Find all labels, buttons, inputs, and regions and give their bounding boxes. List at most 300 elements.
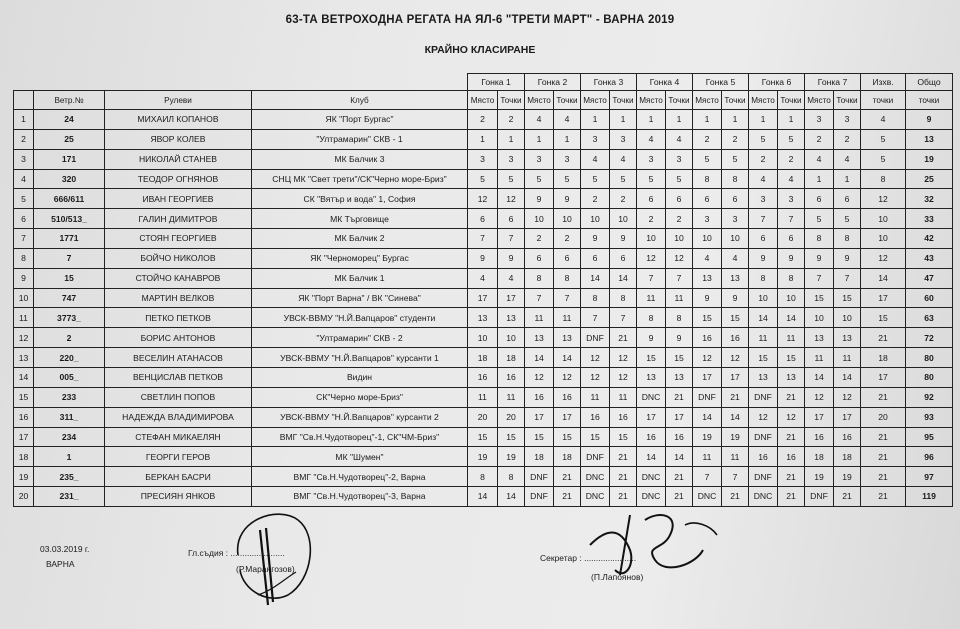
race-place-cell: DNF xyxy=(749,467,778,487)
race-place-cell: 12 xyxy=(525,367,554,387)
race-place-cell: 1 xyxy=(468,129,498,149)
rank-cell: 12 xyxy=(14,328,34,348)
club-cell: ЯК "Порт Бургас" xyxy=(252,110,468,130)
race-place-cell: DNC xyxy=(749,487,778,507)
race-points-cell: 21 xyxy=(554,467,581,487)
rank-cell: 3 xyxy=(14,149,34,169)
race-points-cell: 16 xyxy=(666,427,693,447)
race-points-cell: 16 xyxy=(778,447,805,467)
total-cell: 25 xyxy=(906,169,953,189)
race-3-points-header: Точки xyxy=(610,91,637,110)
helm-cell: ИВАН ГЕОРГИЕВ xyxy=(105,189,252,209)
helm-cell: ПЕТКО ПЕТКОВ xyxy=(105,308,252,328)
race-place-cell: 7 xyxy=(805,268,834,288)
race-points-cell: 15 xyxy=(666,348,693,368)
total-cell: 19 xyxy=(906,149,953,169)
race-points-cell: 2 xyxy=(498,110,525,130)
secretary-name: (П.Лапоянов) xyxy=(591,572,644,582)
discard-cell: 8 xyxy=(861,169,906,189)
race-points-cell: 10 xyxy=(610,209,637,229)
race-points-cell: 3 xyxy=(834,110,861,130)
rank-cell: 18 xyxy=(14,447,34,467)
race-points-cell: 7 xyxy=(498,229,525,249)
discard-cell: 4 xyxy=(861,110,906,130)
race-place-cell: 2 xyxy=(693,129,722,149)
helm-cell: ПРЕСИЯН ЯНКОВ xyxy=(105,487,252,507)
race-points-cell: 17 xyxy=(834,407,861,427)
race-3-header: Гонка 3 xyxy=(581,74,637,91)
discard-cell: 12 xyxy=(861,248,906,268)
race-points-cell: 14 xyxy=(722,407,749,427)
race-points-cell: 13 xyxy=(554,328,581,348)
race-place-cell: 6 xyxy=(805,189,834,209)
race-place-cell: 12 xyxy=(581,348,610,368)
race-points-cell: 5 xyxy=(554,169,581,189)
club-cell: СНЦ МК "Свет трети"/СК"Черно море-Бриз" xyxy=(252,169,468,189)
club-cell: УВСК-ВВМУ "Н.Й.Вапцаров" студенти xyxy=(252,308,468,328)
race-place-cell: 8 xyxy=(525,268,554,288)
discard-cell: 21 xyxy=(861,467,906,487)
race-points-cell: 21 xyxy=(778,467,805,487)
race-place-cell: 10 xyxy=(581,209,610,229)
race-place-cell: 11 xyxy=(525,308,554,328)
race-place-cell: DNC xyxy=(693,487,722,507)
sail-number-cell: 3773_ xyxy=(34,308,105,328)
sail-number-header: Ветр.№ xyxy=(34,91,105,110)
race-place-cell: 11 xyxy=(693,447,722,467)
discard-cell: 21 xyxy=(861,487,906,507)
race-place-cell: 4 xyxy=(581,149,610,169)
sail-number-cell: 220_ xyxy=(34,348,105,368)
race-place-cell: 19 xyxy=(693,427,722,447)
race-place-cell: 9 xyxy=(693,288,722,308)
table-row xyxy=(14,248,953,268)
race-points-cell: 6 xyxy=(610,248,637,268)
race-place-cell: 18 xyxy=(468,348,498,368)
sail-number-cell: 1 xyxy=(34,447,105,467)
race-points-cell: 7 xyxy=(666,268,693,288)
race-points-cell: 21 xyxy=(834,487,861,507)
race-place-cell: 5 xyxy=(581,169,610,189)
race-place-cell: DNF xyxy=(581,328,610,348)
race-place-cell: 2 xyxy=(581,189,610,209)
race-place-cell: 17 xyxy=(693,367,722,387)
race-place-cell: 1 xyxy=(637,110,666,130)
helm-cell: ЯВОР КОЛЕВ xyxy=(105,129,252,149)
table-row xyxy=(14,149,953,169)
race-points-cell: 21 xyxy=(610,467,637,487)
discard-header-bottom: точки xyxy=(861,91,906,110)
table-row xyxy=(14,367,953,387)
race-place-cell: 14 xyxy=(468,487,498,507)
race-points-cell: 4 xyxy=(610,149,637,169)
club-cell: ЯК "Порт Варна" / ВК "Синева" xyxy=(252,288,468,308)
race-points-cell: 5 xyxy=(778,129,805,149)
helm-cell: БОЙЧО НИКОЛОВ xyxy=(105,248,252,268)
race-points-cell: 16 xyxy=(610,407,637,427)
total-cell: 63 xyxy=(906,308,953,328)
race-place-cell: 8 xyxy=(468,467,498,487)
race-place-cell: 4 xyxy=(805,149,834,169)
race-points-cell: 17 xyxy=(498,288,525,308)
race-points-cell: 4 xyxy=(554,110,581,130)
race-place-cell: 7 xyxy=(749,209,778,229)
race-points-cell: 5 xyxy=(722,149,749,169)
race-place-cell: 6 xyxy=(468,209,498,229)
race-points-cell: 21 xyxy=(778,427,805,447)
total-header-bottom: точки xyxy=(906,91,953,110)
helm-cell: ВЕНЦИСЛАВ ПЕТКОВ xyxy=(105,367,252,387)
race-5-points-header: Точки xyxy=(722,91,749,110)
race-points-cell: 14 xyxy=(610,268,637,288)
rank-cell: 6 xyxy=(14,209,34,229)
race-points-cell: 3 xyxy=(666,149,693,169)
sail-number-cell: 25 xyxy=(34,129,105,149)
results-table xyxy=(13,73,953,507)
race-points-cell: 15 xyxy=(554,427,581,447)
race-points-cell: 4 xyxy=(778,169,805,189)
race-points-cell: 5 xyxy=(610,169,637,189)
rank-cell: 11 xyxy=(14,308,34,328)
page-subtitle: КРАЙНО КЛАСИРАНЕ xyxy=(424,44,536,56)
race-points-cell: 10 xyxy=(498,328,525,348)
race-points-cell: 8 xyxy=(722,169,749,189)
race-points-cell: 13 xyxy=(722,268,749,288)
table-row xyxy=(14,268,953,288)
race-points-cell: 21 xyxy=(554,487,581,507)
discard-cell: 21 xyxy=(861,387,906,407)
race-place-cell: 9 xyxy=(581,229,610,249)
helm-cell: БОРИС АНТОНОВ xyxy=(105,328,252,348)
rank-cell: 10 xyxy=(14,288,34,308)
race-place-cell: 4 xyxy=(637,129,666,149)
rank-cell: 15 xyxy=(14,387,34,407)
race-place-cell: 6 xyxy=(637,189,666,209)
helm-cell: СТОЙЧО КАНАВРОВ xyxy=(105,268,252,288)
rank-cell: 4 xyxy=(14,169,34,189)
race-place-cell: 8 xyxy=(749,268,778,288)
race-points-cell: 11 xyxy=(778,328,805,348)
club-cell: "Ултрамарин" СКВ - 2 xyxy=(252,328,468,348)
total-header-top: Общо xyxy=(906,74,953,91)
total-cell: 60 xyxy=(906,288,953,308)
table-row xyxy=(14,169,953,189)
race-points-cell: 1 xyxy=(554,129,581,149)
race-place-cell: 1 xyxy=(693,110,722,130)
discard-cell: 17 xyxy=(861,288,906,308)
total-cell: 43 xyxy=(906,248,953,268)
race-5-header: Гонка 5 xyxy=(693,74,749,91)
sail-number-cell: 311_ xyxy=(34,407,105,427)
race-points-cell: 12 xyxy=(666,248,693,268)
rank-cell: 2 xyxy=(14,129,34,149)
race-place-cell: 3 xyxy=(805,110,834,130)
race-points-cell: 10 xyxy=(778,288,805,308)
club-cell: ВМГ "Св.Н.Чудотворец"-2, Варна xyxy=(252,467,468,487)
sail-number-cell: 24 xyxy=(34,110,105,130)
race-place-cell: 10 xyxy=(693,229,722,249)
race-place-cell: DNF xyxy=(581,447,610,467)
race-points-cell: 7 xyxy=(722,467,749,487)
table-row xyxy=(14,447,953,467)
table-row xyxy=(14,407,953,427)
sail-number-cell: 2 xyxy=(34,328,105,348)
race-points-cell: 13 xyxy=(778,367,805,387)
race-points-cell: 19 xyxy=(722,427,749,447)
race-place-cell: 17 xyxy=(468,288,498,308)
race-points-cell: 10 xyxy=(554,209,581,229)
race-points-cell: 12 xyxy=(554,367,581,387)
race-points-cell: 12 xyxy=(722,348,749,368)
race-place-cell: 15 xyxy=(693,308,722,328)
race-place-cell: DNC xyxy=(637,387,666,407)
race-place-cell: 10 xyxy=(637,229,666,249)
race-place-cell: 15 xyxy=(805,288,834,308)
race-place-cell: 12 xyxy=(637,248,666,268)
race-place-cell: 3 xyxy=(749,189,778,209)
race-points-cell: 20 xyxy=(498,407,525,427)
race-points-cell: 6 xyxy=(778,229,805,249)
race-points-cell: 6 xyxy=(722,189,749,209)
race-points-cell: 1 xyxy=(610,110,637,130)
race-points-cell: 21 xyxy=(610,328,637,348)
sail-number-cell: 1771 xyxy=(34,229,105,249)
race-points-cell: 21 xyxy=(778,387,805,407)
race-points-cell: 1 xyxy=(498,129,525,149)
race-points-cell: 4 xyxy=(722,248,749,268)
race-place-cell: 16 xyxy=(468,367,498,387)
total-cell: 93 xyxy=(906,407,953,427)
discard-cell: 5 xyxy=(861,129,906,149)
race-place-cell: 10 xyxy=(468,328,498,348)
race-place-cell: 3 xyxy=(525,149,554,169)
race-place-cell: 14 xyxy=(805,367,834,387)
race-points-cell: 18 xyxy=(498,348,525,368)
race-place-cell: 9 xyxy=(805,248,834,268)
rank-header xyxy=(14,91,34,110)
total-cell: 9 xyxy=(906,110,953,130)
race-7-place-header: Място xyxy=(805,91,834,110)
race-place-cell: 13 xyxy=(693,268,722,288)
discard-cell: 5 xyxy=(861,149,906,169)
race-place-cell: 13 xyxy=(525,328,554,348)
race-place-cell: 18 xyxy=(805,447,834,467)
race-points-cell: 9 xyxy=(554,189,581,209)
race-points-cell: 21 xyxy=(610,487,637,507)
total-cell: 13 xyxy=(906,129,953,149)
results-body xyxy=(14,110,953,507)
race-place-cell: 5 xyxy=(637,169,666,189)
race-place-cell: 1 xyxy=(805,169,834,189)
race-place-cell: 11 xyxy=(805,348,834,368)
race-place-cell: 17 xyxy=(805,407,834,427)
race-points-cell: 5 xyxy=(498,169,525,189)
race-points-cell: 1 xyxy=(778,110,805,130)
race-place-cell: DNC xyxy=(581,467,610,487)
helm-header: Рулеви xyxy=(105,91,252,110)
race-points-cell: 9 xyxy=(778,248,805,268)
table-row xyxy=(14,328,953,348)
sail-number-cell: 234 xyxy=(34,427,105,447)
race-points-cell: 14 xyxy=(666,447,693,467)
race-1-place-header: Място xyxy=(468,91,498,110)
race-place-cell: 3 xyxy=(468,149,498,169)
race-points-cell: 21 xyxy=(666,487,693,507)
judge-label: Гл.съдия : ....................... xyxy=(188,548,285,558)
race-points-cell: 10 xyxy=(722,229,749,249)
race-place-cell: DNF xyxy=(525,487,554,507)
race-points-cell: 14 xyxy=(778,308,805,328)
race-place-cell: 7 xyxy=(693,467,722,487)
discard-cell: 21 xyxy=(861,427,906,447)
discard-header-top: Изхв. xyxy=(861,74,906,91)
club-cell: УВСК-ВВМУ "Н.Й.Вапцаров" курсанти 2 xyxy=(252,407,468,427)
club-cell: МК Търговище xyxy=(252,209,468,229)
secretary-label: Секретар : ...................... xyxy=(540,553,637,563)
race-points-cell: 9 xyxy=(722,288,749,308)
helm-cell: СТЕФАН МИКАЕЛЯН xyxy=(105,427,252,447)
race-points-cell: 16 xyxy=(722,328,749,348)
race-points-cell: 18 xyxy=(834,447,861,467)
race-points-cell: 4 xyxy=(666,129,693,149)
race-place-cell: 17 xyxy=(637,407,666,427)
helm-cell: ГАЛИН ДИМИТРОВ xyxy=(105,209,252,229)
race-points-cell: 15 xyxy=(610,427,637,447)
race-points-cell: 3 xyxy=(610,129,637,149)
race-points-cell: 11 xyxy=(498,387,525,407)
discard-cell: 18 xyxy=(861,348,906,368)
race-points-cell: 8 xyxy=(610,288,637,308)
race-place-cell: 5 xyxy=(525,169,554,189)
race-place-cell: 9 xyxy=(749,248,778,268)
race-points-cell: 11 xyxy=(610,387,637,407)
club-cell: Видин xyxy=(252,367,468,387)
discard-cell: 10 xyxy=(861,229,906,249)
race-place-cell: 4 xyxy=(468,268,498,288)
race-points-cell: 8 xyxy=(778,268,805,288)
race-points-cell: 11 xyxy=(666,288,693,308)
race-points-cell: 6 xyxy=(554,248,581,268)
race-points-cell: 9 xyxy=(834,248,861,268)
race-points-cell: 14 xyxy=(498,487,525,507)
race-place-cell: 16 xyxy=(805,427,834,447)
race-points-cell: 12 xyxy=(834,387,861,407)
sail-number-cell: 320 xyxy=(34,169,105,189)
race-2-points-header: Точки xyxy=(554,91,581,110)
race-place-cell: 2 xyxy=(749,149,778,169)
race-points-cell: 3 xyxy=(498,149,525,169)
race-points-cell: 5 xyxy=(666,169,693,189)
club-header: Клуб xyxy=(252,91,468,110)
race-place-cell: 5 xyxy=(693,149,722,169)
race-place-cell: 16 xyxy=(637,427,666,447)
race-points-cell: 2 xyxy=(722,129,749,149)
race-points-cell: 18 xyxy=(554,447,581,467)
table-row xyxy=(14,209,953,229)
race-points-cell: 6 xyxy=(666,189,693,209)
race-place-cell: 14 xyxy=(637,447,666,467)
race-place-cell: DNC xyxy=(637,487,666,507)
rank-cell: 16 xyxy=(14,407,34,427)
race-place-cell: 19 xyxy=(468,447,498,467)
race-points-cell: 7 xyxy=(554,288,581,308)
race-points-cell: 8 xyxy=(834,229,861,249)
table-row xyxy=(14,189,953,209)
race-points-cell: 2 xyxy=(834,129,861,149)
club-cell: МК Балчик 2 xyxy=(252,229,468,249)
club-cell: ЯК "Черноморец" Бургас xyxy=(252,248,468,268)
race-points-cell: 3 xyxy=(778,189,805,209)
total-cell: 32 xyxy=(906,189,953,209)
race-place-cell: 12 xyxy=(749,407,778,427)
race-place-cell: 14 xyxy=(525,348,554,368)
discard-cell: 17 xyxy=(861,367,906,387)
sail-number-cell: 233 xyxy=(34,387,105,407)
race-points-cell: 11 xyxy=(554,308,581,328)
race-place-cell: 8 xyxy=(805,229,834,249)
race-place-cell: 9 xyxy=(637,328,666,348)
race-place-cell: 18 xyxy=(525,447,554,467)
race-points-cell: 21 xyxy=(722,487,749,507)
table-row xyxy=(14,387,953,407)
sail-number-cell: 15 xyxy=(34,268,105,288)
sail-number-cell: 005_ xyxy=(34,367,105,387)
race-points-cell: 17 xyxy=(722,367,749,387)
helm-cell: МИХАИЛ КОПАНОВ xyxy=(105,110,252,130)
helm-cell: НИКОЛАЙ СТАНЕВ xyxy=(105,149,252,169)
race-place-cell: DNF xyxy=(805,487,834,507)
total-cell: 80 xyxy=(906,367,953,387)
footer-city: ВАРНА xyxy=(46,559,75,569)
secretary-signature xyxy=(585,505,725,585)
sail-number-cell: 666/611 xyxy=(34,189,105,209)
race-place-cell: 14 xyxy=(693,407,722,427)
rank-cell: 19 xyxy=(14,467,34,487)
race-points-cell: 1 xyxy=(834,169,861,189)
race-points-cell: 15 xyxy=(722,308,749,328)
race-points-cell: 15 xyxy=(498,427,525,447)
rank-cell: 20 xyxy=(14,487,34,507)
race-points-cell: 11 xyxy=(722,447,749,467)
race-place-cell: 1 xyxy=(525,129,554,149)
rank-cell: 13 xyxy=(14,348,34,368)
total-cell: 33 xyxy=(906,209,953,229)
race-place-cell: 5 xyxy=(468,169,498,189)
race-place-cell: 6 xyxy=(525,248,554,268)
race-place-cell: DNC xyxy=(637,467,666,487)
race-3-place-header: Място xyxy=(581,91,610,110)
helm-cell: СВЕТЛИН ПОПОВ xyxy=(105,387,252,407)
race-place-cell: 14 xyxy=(581,268,610,288)
race-place-cell: 9 xyxy=(525,189,554,209)
race-points-cell: 12 xyxy=(610,348,637,368)
race-points-cell: 11 xyxy=(834,348,861,368)
race-4-header: Гонка 4 xyxy=(637,74,693,91)
race-place-cell: 17 xyxy=(525,407,554,427)
race-points-cell: 21 xyxy=(666,387,693,407)
race-place-cell: DNF xyxy=(749,427,778,447)
discard-cell: 21 xyxy=(861,447,906,467)
club-cell: ВМГ "Св.Н.Чудотворец"-3, Варна xyxy=(252,487,468,507)
race-place-cell: 1 xyxy=(581,110,610,130)
race-points-cell: 12 xyxy=(610,367,637,387)
race-points-cell: 21 xyxy=(666,467,693,487)
race-place-cell: DNF xyxy=(525,467,554,487)
race-place-cell: 13 xyxy=(468,308,498,328)
race-points-cell: 7 xyxy=(610,308,637,328)
race-points-cell: 13 xyxy=(498,308,525,328)
rank-cell: 8 xyxy=(14,248,34,268)
